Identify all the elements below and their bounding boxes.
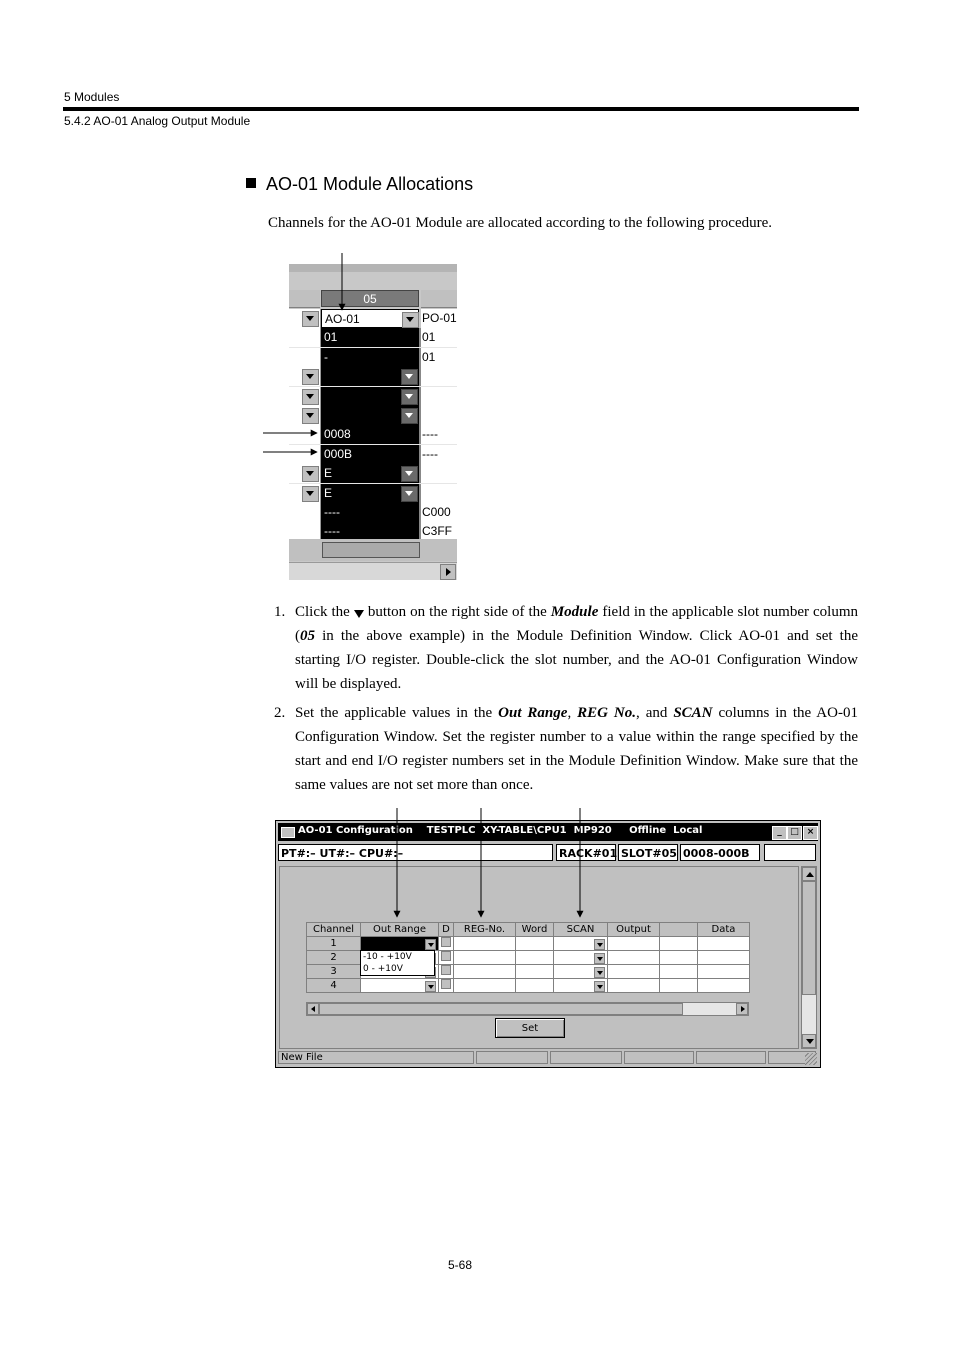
dropdown-option[interactable]: 0 - +10V bbox=[363, 964, 403, 974]
cell-value: 01 bbox=[422, 349, 436, 364]
table-cell[interactable] bbox=[608, 979, 660, 993]
column-header[interactable]: D bbox=[439, 923, 454, 937]
step-text: field in the applicable slot number column ( bbox=[295, 604, 858, 644]
slot-column-cell[interactable] bbox=[321, 484, 421, 503]
resize-grip-icon[interactable] bbox=[805, 1053, 817, 1065]
next-slot-cell bbox=[421, 348, 457, 367]
grid-left-cell bbox=[289, 484, 321, 503]
next-slot-cell bbox=[421, 484, 457, 503]
grid-horizontal-scrollbar[interactable] bbox=[289, 562, 457, 580]
d-checkbox-cell[interactable] bbox=[439, 937, 454, 951]
cell-value: C3FF bbox=[422, 524, 452, 539]
d-checkbox-cell[interactable] bbox=[439, 951, 454, 965]
table-row bbox=[307, 979, 750, 993]
next-slot-cell bbox=[421, 503, 457, 522]
cpu-info-field: PT#:– UT#:– CPU#:– bbox=[278, 844, 553, 861]
status-pane bbox=[696, 1051, 766, 1064]
module-grid-row bbox=[289, 367, 457, 387]
scan-cell[interactable] bbox=[554, 937, 608, 951]
channel-number-cell[interactable]: 1 bbox=[307, 937, 361, 951]
module-grid-row bbox=[289, 484, 457, 504]
scroll-thumb[interactable] bbox=[319, 1003, 683, 1015]
scroll-up-icon[interactable] bbox=[802, 867, 816, 881]
grid-left-cell bbox=[289, 387, 321, 406]
column-header[interactable]: Data bbox=[698, 923, 750, 937]
dropdown-button-icon[interactable] bbox=[302, 466, 319, 482]
table-cell[interactable] bbox=[660, 951, 698, 965]
table-cell[interactable] bbox=[608, 937, 660, 951]
blank-info-field bbox=[764, 844, 816, 861]
channel-number-cell[interactable]: 2 bbox=[307, 951, 361, 965]
module-grid-row bbox=[289, 464, 457, 484]
step-emphasis: 05 bbox=[300, 628, 315, 644]
step-number: 1. bbox=[274, 604, 286, 620]
scroll-left-icon[interactable] bbox=[307, 1003, 319, 1015]
dropdown-button-icon[interactable] bbox=[425, 981, 436, 992]
square-bullet-icon bbox=[246, 178, 256, 188]
maximize-button[interactable]: □ bbox=[787, 826, 802, 840]
slot-number-header[interactable]: 05 bbox=[321, 290, 419, 307]
dropdown-button-icon[interactable] bbox=[401, 408, 418, 424]
scroll-right-icon[interactable] bbox=[440, 564, 456, 580]
header-rule bbox=[63, 107, 859, 111]
step-emphasis: Out Range bbox=[498, 705, 568, 721]
scroll-down-icon[interactable] bbox=[802, 1034, 816, 1048]
rack-field: RACK#01 bbox=[556, 844, 616, 861]
cell-value: ---- bbox=[422, 446, 438, 461]
window-vertical-scrollbar[interactable] bbox=[801, 866, 817, 1049]
step-emphasis: Module bbox=[550, 604, 599, 620]
column-header[interactable]: Word bbox=[516, 923, 554, 937]
column-header[interactable]: Channel bbox=[307, 923, 361, 937]
dropdown-button-icon[interactable] bbox=[302, 486, 319, 502]
section-heading bbox=[246, 174, 473, 195]
channel-number-cell[interactable]: 3 bbox=[307, 965, 361, 979]
dropdown-button-icon[interactable] bbox=[594, 967, 605, 978]
step-2 bbox=[268, 701, 858, 797]
intro-paragraph: Channels for the AO-01 Module are allocated according to the following procedure. bbox=[268, 215, 773, 231]
column-header[interactable]: REG-No. bbox=[454, 923, 516, 937]
table-cell[interactable] bbox=[698, 965, 750, 979]
table-cell[interactable] bbox=[698, 937, 750, 951]
table-cell[interactable] bbox=[608, 965, 660, 979]
next-slot-cell bbox=[421, 425, 457, 444]
step-1 bbox=[268, 600, 858, 696]
module-definition-grid bbox=[289, 264, 457, 580]
vertical-scroll-thumb[interactable] bbox=[802, 881, 816, 995]
module-grid-row bbox=[289, 445, 457, 465]
grid-left-cell bbox=[289, 445, 321, 464]
cell-value: AO-01 bbox=[325, 312, 360, 326]
grid-top-band bbox=[289, 264, 457, 272]
out-range-cell[interactable] bbox=[361, 937, 439, 951]
table-horizontal-scrollbar[interactable] bbox=[306, 1002, 749, 1016]
step-number: 2. bbox=[274, 705, 286, 721]
cell-value: ---- bbox=[324, 505, 340, 519]
set-button[interactable]: Set bbox=[495, 1018, 565, 1038]
table-row bbox=[307, 937, 750, 951]
scan-cell[interactable] bbox=[554, 979, 608, 993]
slot-column-cell[interactable] bbox=[321, 445, 421, 464]
grid-left-cell bbox=[289, 425, 321, 444]
table-cell[interactable] bbox=[516, 951, 554, 965]
table-cell[interactable] bbox=[516, 937, 554, 951]
grid-header-right bbox=[421, 290, 457, 308]
cell-value: PO-01 bbox=[422, 311, 457, 325]
grid-left-cell bbox=[289, 503, 321, 522]
dropdown-button-icon[interactable] bbox=[594, 953, 605, 964]
ao01-configuration-window bbox=[275, 820, 821, 1068]
cell-value: E bbox=[324, 485, 333, 500]
step-emphasis: SCAN bbox=[673, 705, 713, 721]
module-grid-row bbox=[289, 387, 457, 407]
chapter-header: 5 Modules bbox=[64, 90, 120, 104]
dropdown-button-icon[interactable] bbox=[302, 389, 319, 405]
cell-value: 01 bbox=[324, 330, 338, 345]
cell-value: 01 bbox=[422, 330, 436, 345]
checkbox[interactable] bbox=[441, 951, 451, 961]
dropdown-button-icon[interactable] bbox=[401, 486, 418, 502]
grid-bottom-row bbox=[289, 539, 457, 561]
close-button[interactable]: × bbox=[803, 826, 818, 840]
step-text: in the above example) in the Module Definition Window. Click AO-01 and set the starting I/O register. Double-click the slot number, and the AO-01 Configuration Window will be displayed. bbox=[295, 628, 858, 692]
slot-column-cell[interactable] bbox=[321, 425, 421, 444]
window-titlebar[interactable] bbox=[278, 823, 818, 841]
section-title: AO-01 Module Allocations bbox=[266, 174, 474, 194]
slot-column-cell[interactable] bbox=[321, 348, 421, 367]
window-info-bar bbox=[278, 843, 818, 863]
table-cell[interactable] bbox=[454, 951, 516, 965]
cell-value: - bbox=[324, 349, 328, 364]
slot-column-cell[interactable] bbox=[321, 387, 421, 406]
register-range-field: 0008-000B bbox=[680, 844, 760, 861]
status-pane bbox=[550, 1051, 622, 1064]
next-slot-cell bbox=[421, 464, 457, 483]
status-text: New File bbox=[278, 1051, 474, 1064]
slot-column-cell[interactable] bbox=[321, 367, 421, 386]
dropdown-button-icon[interactable] bbox=[302, 311, 319, 327]
table-cell[interactable] bbox=[454, 979, 516, 993]
column-header[interactable]: Output bbox=[608, 923, 660, 937]
next-slot-cell bbox=[421, 387, 457, 406]
step-text: columns in the AO-01 Configuration Window. Set the register number to a value within the range specified by the start and end I/O register numbers set in the Module Definition Window. Make sure that the same values are not set more than once. bbox=[295, 705, 858, 793]
cell-value: 0008 bbox=[324, 427, 351, 442]
table-cell[interactable] bbox=[454, 965, 516, 979]
channel-number-cell[interactable]: 4 bbox=[307, 979, 361, 993]
cell-value: 000B bbox=[324, 446, 353, 461]
module-grid-row bbox=[289, 425, 457, 445]
step-text: Click the bbox=[295, 604, 350, 620]
dropdown-button-icon[interactable] bbox=[401, 389, 418, 405]
grid-left-cell bbox=[289, 406, 321, 425]
grid-left-cell bbox=[289, 309, 321, 328]
window-title: AO-01 Configuration TESTPLC XY-TABLE\CPU1 MP920 Offline Local bbox=[298, 825, 703, 836]
table-header-row bbox=[307, 923, 750, 937]
window-client-area bbox=[279, 866, 799, 1049]
dropdown-button-icon[interactable] bbox=[594, 981, 605, 992]
scan-cell[interactable] bbox=[554, 951, 608, 965]
table-cell[interactable] bbox=[608, 951, 660, 965]
out-range-dropdown-list[interactable] bbox=[360, 950, 435, 976]
table-cell[interactable] bbox=[454, 937, 516, 951]
module-field[interactable] bbox=[321, 309, 419, 328]
d-checkbox-cell[interactable] bbox=[439, 965, 454, 979]
dropdown-button-icon[interactable] bbox=[401, 466, 418, 482]
dropdown-button-icon[interactable] bbox=[302, 369, 319, 385]
slot-column-cell[interactable] bbox=[321, 503, 421, 522]
table-cell[interactable] bbox=[660, 979, 698, 993]
slot-column-cell[interactable] bbox=[321, 406, 421, 425]
status-bar bbox=[278, 1050, 818, 1066]
dropdown-button-icon[interactable] bbox=[302, 408, 319, 424]
dropdown-button-icon[interactable] bbox=[594, 939, 605, 950]
table-cell[interactable] bbox=[698, 951, 750, 965]
next-slot-cell bbox=[421, 406, 457, 425]
slot-column-cell[interactable] bbox=[321, 328, 421, 347]
cell-value: ---- bbox=[324, 524, 340, 539]
table-cell[interactable] bbox=[516, 965, 554, 979]
out-range-cell[interactable] bbox=[361, 979, 439, 993]
window-system-icon[interactable] bbox=[281, 827, 295, 838]
next-slot-cell bbox=[421, 367, 457, 386]
grid-left-cell bbox=[289, 367, 321, 386]
step-text: button on the right side of the bbox=[367, 604, 547, 620]
grid-header-left bbox=[289, 290, 320, 308]
procedure-steps bbox=[268, 600, 858, 802]
column-header[interactable]: Out Range bbox=[361, 923, 439, 937]
checkbox[interactable] bbox=[441, 965, 451, 975]
slot-field: SLOT#05 bbox=[618, 844, 678, 861]
module-grid-row bbox=[289, 503, 457, 523]
table-cell[interactable] bbox=[698, 979, 750, 993]
step-emphasis: REG No. bbox=[577, 705, 637, 721]
module-grid-row bbox=[289, 328, 457, 348]
table-cell[interactable] bbox=[660, 937, 698, 951]
step-text: Set the applicable values in the bbox=[295, 705, 493, 721]
page-number: 5-68 bbox=[448, 1258, 473, 1272]
column-header[interactable] bbox=[660, 923, 698, 937]
status-pane bbox=[624, 1051, 694, 1064]
step-text: , and bbox=[636, 705, 668, 721]
dropdown-button-icon[interactable] bbox=[425, 939, 436, 950]
cell-value: ---- bbox=[422, 427, 438, 442]
module-grid-row bbox=[289, 348, 457, 368]
slot-column-cell[interactable] bbox=[321, 464, 421, 483]
grid-bottom-inset bbox=[322, 542, 420, 558]
table-cell[interactable] bbox=[660, 965, 698, 979]
status-pane bbox=[476, 1051, 548, 1064]
next-slot-cell bbox=[421, 328, 457, 347]
cell-value: E bbox=[324, 466, 333, 481]
grid-left-cell bbox=[289, 348, 321, 367]
dropdown-button-icon[interactable] bbox=[401, 369, 418, 385]
module-grid-row bbox=[289, 406, 457, 426]
module-grid-row bbox=[289, 309, 457, 329]
step-text: , bbox=[567, 705, 578, 721]
checkbox[interactable] bbox=[441, 979, 451, 989]
d-checkbox-cell[interactable] bbox=[439, 979, 454, 993]
section-header: 5.4.2 AO-01 Analog Output Module bbox=[64, 114, 251, 128]
column-header[interactable]: SCAN bbox=[554, 923, 608, 937]
scroll-right-icon[interactable] bbox=[736, 1003, 748, 1015]
checkbox[interactable] bbox=[441, 937, 451, 947]
table-cell[interactable] bbox=[516, 979, 554, 993]
dropdown-arrow-icon bbox=[354, 610, 364, 618]
minimize-button[interactable]: _ bbox=[772, 826, 787, 840]
dropdown-button-icon[interactable] bbox=[402, 312, 419, 328]
grid-left-cell bbox=[289, 328, 321, 347]
cell-value: C000 bbox=[422, 505, 451, 519]
dropdown-option[interactable]: -10 - +10V bbox=[363, 952, 412, 962]
grid-left-cell bbox=[289, 464, 321, 483]
next-slot-cell bbox=[421, 309, 457, 328]
scan-cell[interactable] bbox=[554, 965, 608, 979]
next-slot-cell bbox=[421, 445, 457, 464]
